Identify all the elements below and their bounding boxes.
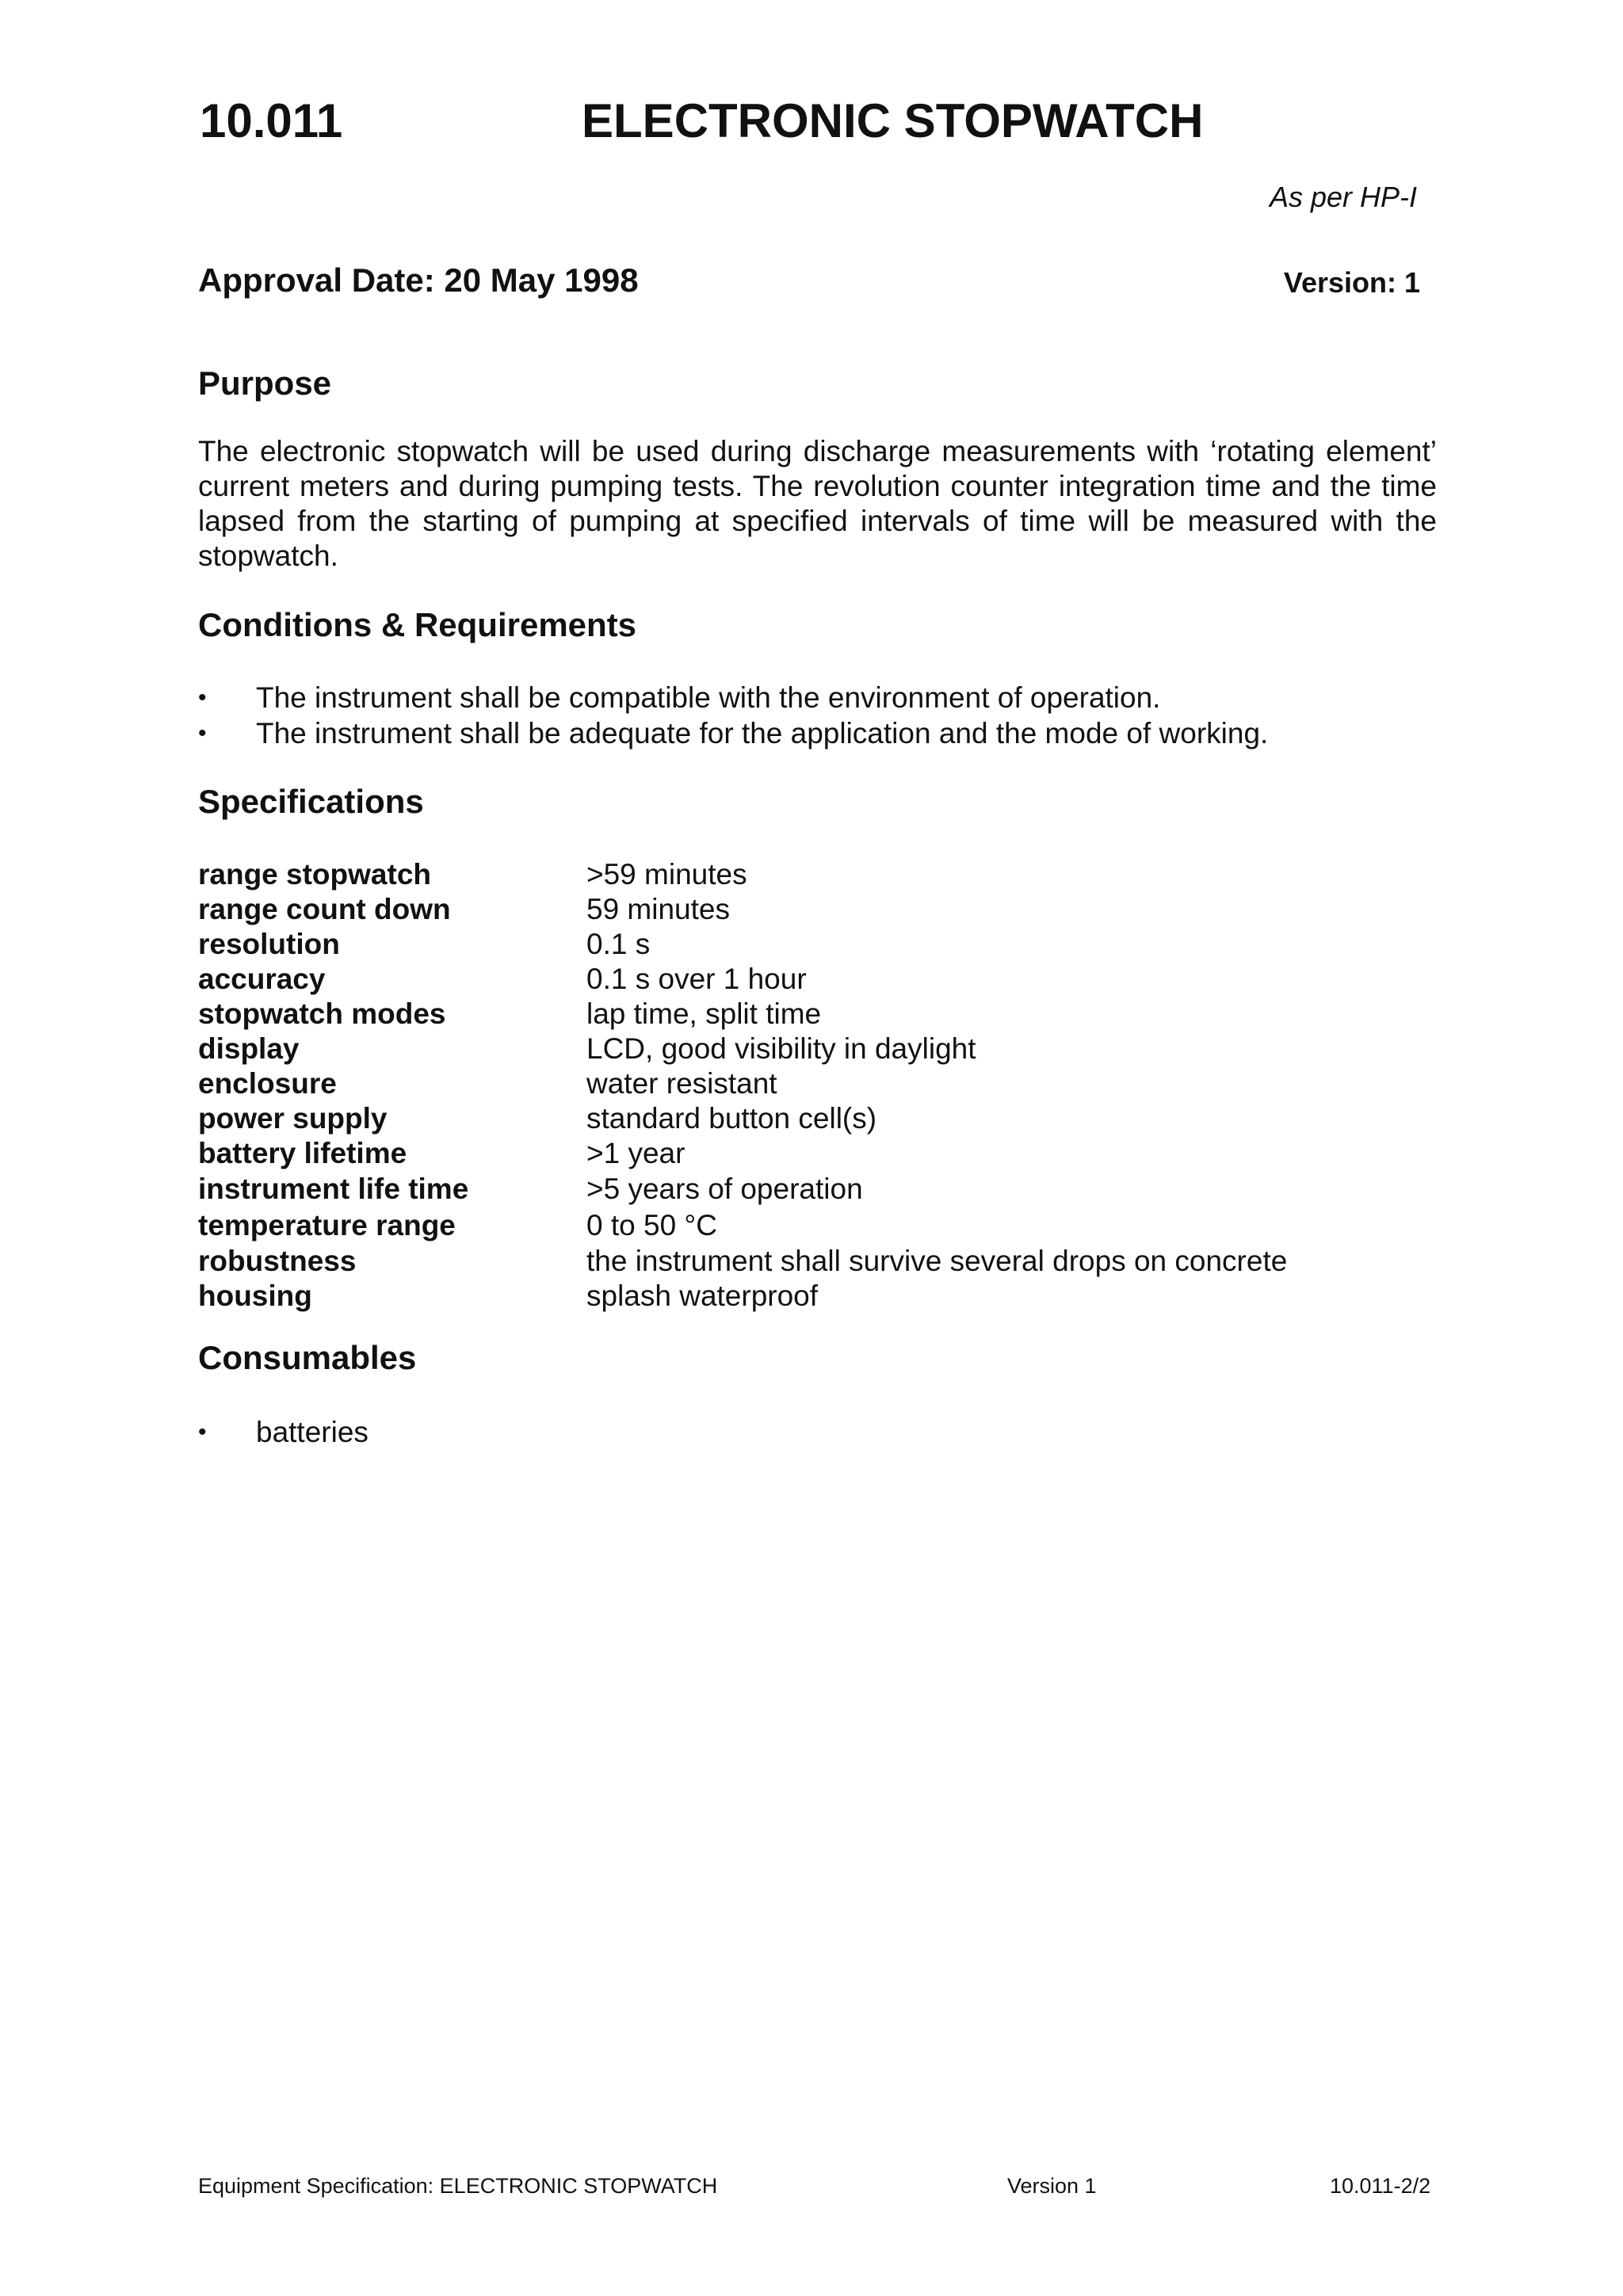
spec-value: splash waterproof	[586, 1280, 819, 1312]
purpose-paragraph: The electronic stopwatch will be used during discharge measurements with ‘rotating element’ current meters and during pumping tests. The revolution counter integration time and the time lapsed from the starting of pumping at specified intervals of time will be measured with the stopwatch.	[198, 435, 1437, 572]
spec-value: 0.1 s	[586, 928, 651, 960]
list-item-text: The instrument shall be adequate for the application and the mode of working.	[256, 717, 1269, 749]
footer-version: Version 1	[1007, 2174, 1097, 2198]
spec-label: temperature range	[198, 1209, 456, 1241]
list-item	[198, 680, 1268, 715]
spec-value: water resistant	[586, 1067, 777, 1100]
list-item	[198, 715, 1268, 751]
spec-label: housing	[198, 1280, 312, 1312]
spec-value: LCD, good visibility in daylight	[586, 1032, 976, 1065]
spec-value: standard button cell(s)	[586, 1102, 877, 1135]
spec-value: 0 to 50 °C	[586, 1209, 717, 1241]
spec-label: range stopwatch	[198, 858, 431, 891]
document-number: 10.011	[200, 94, 343, 147]
spec-label: power supply	[198, 1102, 388, 1135]
spec-value: >59 minutes	[586, 858, 747, 891]
bullet-icon: •	[198, 720, 207, 746]
bullet-icon: •	[198, 1419, 207, 1445]
approval-date: Approval Date: 20 May 1998	[198, 261, 639, 299]
consumables-list	[198, 1414, 369, 1450]
spec-value: >1 year	[586, 1137, 685, 1169]
spec-label: accuracy	[198, 963, 326, 995]
spec-label: instrument life time	[198, 1173, 469, 1205]
spec-label: range count down	[198, 893, 451, 925]
spec-value: 59 minutes	[586, 893, 730, 925]
spec-label: battery lifetime	[198, 1137, 407, 1169]
spec-value: lap time, split time	[586, 997, 822, 1030]
conditions-list	[198, 680, 1268, 751]
list-item-text: The instrument shall be compatible with the environment of operation.	[256, 681, 1161, 714]
list-item	[198, 1414, 369, 1450]
document-title: ELECTRONIC STOPWATCH	[582, 94, 1204, 147]
purpose-heading: Purpose	[198, 364, 332, 402]
spec-label: display	[198, 1032, 300, 1065]
footer-page-number: 10.011-2/2	[1330, 2174, 1431, 2198]
version-label: Version: 1	[1283, 266, 1420, 299]
spec-value: >5 years of operation	[586, 1173, 863, 1205]
spec-label: enclosure	[198, 1067, 337, 1100]
spec-value: 0.1 s over 1 hour	[586, 963, 807, 995]
conditions-heading: Conditions & Requirements	[198, 606, 637, 643]
spec-label: stopwatch modes	[198, 997, 446, 1030]
spec-label: robustness	[198, 1245, 357, 1277]
footer-document-name: Equipment Specification: ELECTRONIC STOPWATCH	[198, 2174, 718, 2198]
spec-value: the instrument shall survive several drops on concrete	[586, 1245, 1288, 1277]
consumables-heading: Consumables	[198, 1339, 417, 1376]
bullet-icon: •	[198, 685, 207, 711]
spec-label: resolution	[198, 928, 340, 960]
list-item-text: batteries	[256, 1416, 369, 1448]
as-per-note: As per HP-I	[1269, 181, 1417, 213]
specifications-heading: Specifications	[198, 783, 424, 820]
